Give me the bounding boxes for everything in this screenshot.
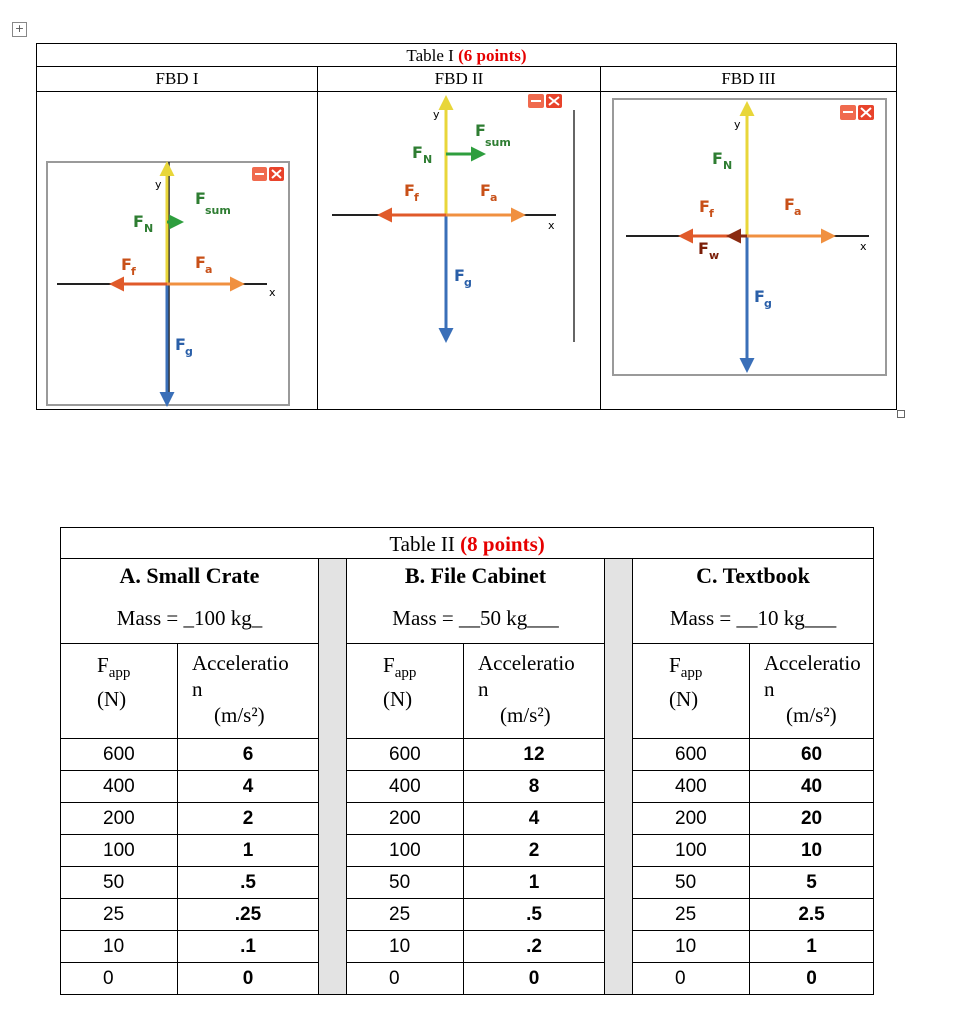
y-axis-label: y xyxy=(155,178,162,191)
accel-cell: .1 xyxy=(178,931,319,963)
x-axis-label: x xyxy=(548,219,555,232)
table-two xyxy=(60,527,874,995)
fg-label: F xyxy=(454,266,465,285)
window-buttons[interactable] xyxy=(528,94,562,108)
accel-cell: 4 xyxy=(464,803,605,835)
fn-label: F xyxy=(712,149,723,168)
fapp-cell: 400 xyxy=(347,771,464,803)
accel-cell: 10 xyxy=(750,835,874,867)
fbd-2-diagram xyxy=(318,92,601,409)
ff-label: F xyxy=(121,255,132,274)
separator-column xyxy=(605,559,633,995)
fapp-cell: 10 xyxy=(347,931,464,963)
accel-cell: 0 xyxy=(464,963,605,995)
fapp-cell: 100 xyxy=(61,835,178,867)
object-b-name: B. File Cabinet xyxy=(347,559,605,594)
accel-cell: 0 xyxy=(750,963,874,995)
accel-cell: 60 xyxy=(750,739,874,771)
fn-sub: N xyxy=(723,159,733,172)
fapp-cell: 25 xyxy=(633,899,750,931)
ff-label: F xyxy=(699,197,710,216)
fapp-cell: 10 xyxy=(633,931,750,963)
accel-cell: 2 xyxy=(178,803,319,835)
table-two-title: Table II xyxy=(389,532,455,556)
table-row xyxy=(61,803,874,835)
fapp-cell: 600 xyxy=(61,739,178,771)
table-row xyxy=(61,867,874,899)
ff-sub: f xyxy=(709,207,714,220)
accel-cell: 2 xyxy=(464,835,605,867)
column-header-acceleration: Acceleratio n (m/s²) xyxy=(464,644,605,739)
ff-sub: f xyxy=(414,191,419,204)
fbd-1-diagram xyxy=(37,92,318,409)
fg-label: F xyxy=(175,335,186,354)
fsum-label: F xyxy=(475,121,486,140)
fapp-cell: 200 xyxy=(61,803,178,835)
fapp-cell: 50 xyxy=(633,867,750,899)
table-two-points: (8 points) xyxy=(460,532,545,556)
fa-sub: a xyxy=(205,263,213,276)
fapp-cell: 600 xyxy=(347,739,464,771)
fapp-cell: 0 xyxy=(633,963,750,995)
table-two-caption xyxy=(61,528,874,559)
table-resize-handle[interactable] xyxy=(897,410,905,418)
fa-label: F xyxy=(784,195,795,214)
object-c-name: C. Textbook xyxy=(633,559,874,594)
table-row xyxy=(61,835,874,867)
fg-sub: g xyxy=(464,276,472,289)
accel-cell: 20 xyxy=(750,803,874,835)
fa-label: F xyxy=(195,253,206,272)
column-header-fapp: $F_{app}$ (N) xyxy=(633,644,750,739)
x-axis-label: x xyxy=(860,240,867,253)
table-one-points: (6 points) xyxy=(458,46,527,65)
y-axis-label: y xyxy=(734,118,741,131)
fn-sub: N xyxy=(423,153,433,166)
table-one xyxy=(36,43,897,410)
fn-sub: N xyxy=(144,222,154,235)
fn-label: F xyxy=(412,143,423,162)
accel-cell: 8 xyxy=(464,771,605,803)
fa-sub: a xyxy=(794,205,802,218)
fapp-cell: 10 xyxy=(61,931,178,963)
header-fbd-2: FBD II xyxy=(318,67,601,92)
fa-sub: a xyxy=(490,191,498,204)
table-row xyxy=(61,963,874,995)
accel-cell: 40 xyxy=(750,771,874,803)
accel-cell: 2.5 xyxy=(750,899,874,931)
y-axis-label: y xyxy=(433,108,440,121)
fsum-sub: sum xyxy=(485,136,511,149)
fbd-2-cell xyxy=(318,92,601,410)
table-row xyxy=(61,931,874,963)
accel-cell: 1 xyxy=(750,931,874,963)
accel-cell: .25 xyxy=(178,899,319,931)
header-fbd-1: FBD I xyxy=(37,67,318,92)
fsum-sub: sum xyxy=(205,204,231,217)
separator-column xyxy=(319,559,347,995)
fapp-cell: 600 xyxy=(633,739,750,771)
object-c-mass: Mass = __10 kg___ xyxy=(633,593,874,644)
fbd-3-diagram xyxy=(601,92,897,409)
header-fbd-3: FBD III xyxy=(601,67,897,92)
fapp-cell: 400 xyxy=(61,771,178,803)
fapp-cell: 25 xyxy=(347,899,464,931)
accel-cell: 1 xyxy=(178,835,319,867)
object-a-name: A. Small Crate xyxy=(61,559,319,594)
ff-sub: f xyxy=(131,265,136,278)
fapp-cell: 200 xyxy=(347,803,464,835)
table-one-title: Table I xyxy=(406,46,454,65)
accel-cell: .5 xyxy=(178,867,319,899)
column-header-acceleration: Acceleratio n (m/s²) xyxy=(750,644,874,739)
fg-sub: g xyxy=(185,345,193,358)
accel-cell: .2 xyxy=(464,931,605,963)
fapp-cell: 200 xyxy=(633,803,750,835)
ff-label: F xyxy=(404,181,415,200)
column-header-fapp: $F_{app}$ (N) xyxy=(61,644,178,739)
x-axis-label: x xyxy=(269,286,276,299)
accel-cell: 1 xyxy=(464,867,605,899)
fg-sub: g xyxy=(764,297,772,310)
object-b-mass: Mass = __50 kg___ xyxy=(347,593,605,644)
fsum-label: F xyxy=(195,189,206,208)
fapp-cell: 0 xyxy=(61,963,178,995)
fg-label: F xyxy=(754,287,765,306)
fapp-cell: 25 xyxy=(61,899,178,931)
fapp-cell: 50 xyxy=(61,867,178,899)
accel-cell: 4 xyxy=(178,771,319,803)
fapp-cell: 400 xyxy=(633,771,750,803)
accel-cell: 6 xyxy=(178,739,319,771)
fa-label: F xyxy=(480,181,491,200)
table-one-caption xyxy=(37,44,897,67)
fw-label: F xyxy=(698,239,709,258)
fapp-cell: 50 xyxy=(347,867,464,899)
accel-cell: 0 xyxy=(178,963,319,995)
fapp-cell: 100 xyxy=(347,835,464,867)
table-row xyxy=(61,739,874,771)
accel-cell: 5 xyxy=(750,867,874,899)
fapp-cell: 0 xyxy=(347,963,464,995)
object-a-mass: Mass = _100 kg_ xyxy=(61,593,319,644)
table-move-handle[interactable]: + xyxy=(12,22,27,37)
column-header-fapp: $F_{app}$ (N) xyxy=(347,644,464,739)
table-row xyxy=(61,771,874,803)
accel-cell: .5 xyxy=(464,899,605,931)
fbd-3-cell xyxy=(601,92,897,410)
accel-cell: 12 xyxy=(464,739,605,771)
column-header-acceleration: Acceleratio n (m/s²) xyxy=(178,644,319,739)
fn-label: F xyxy=(133,212,144,231)
fbd-1-cell xyxy=(37,92,318,410)
fapp-cell: 100 xyxy=(633,835,750,867)
table-row xyxy=(61,899,874,931)
fw-sub: w xyxy=(709,249,720,262)
